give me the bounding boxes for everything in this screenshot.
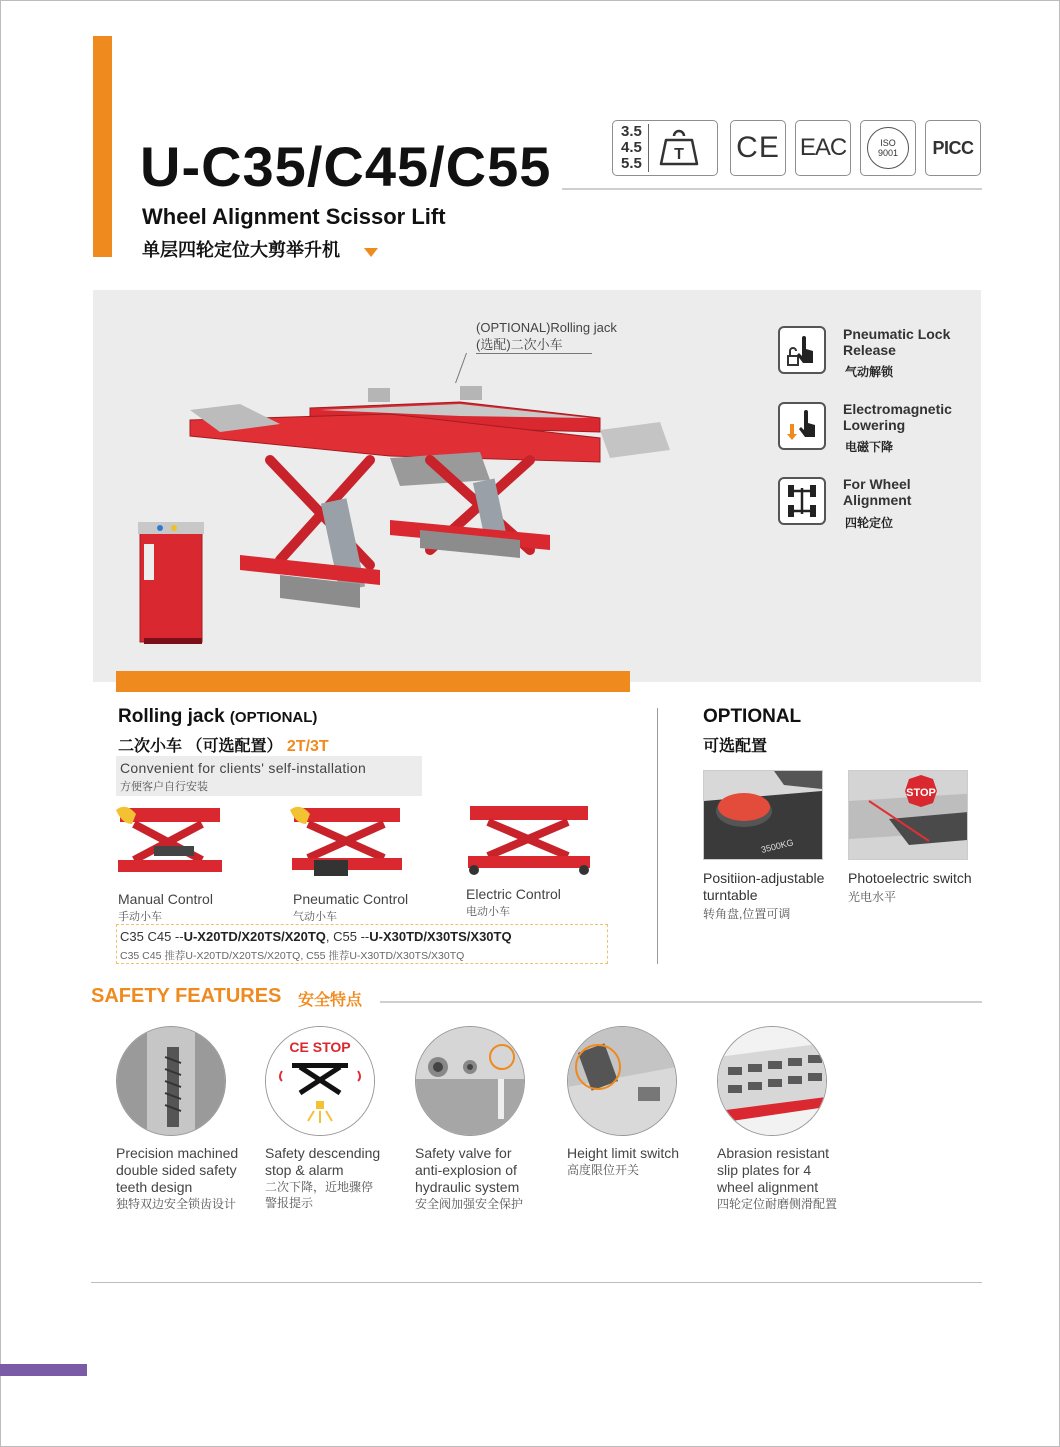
photoelectric-switch-image [848,770,968,860]
capacity-value: 5.5 [621,155,642,172]
iso-badge [860,120,916,176]
triangle-down-icon [364,248,378,257]
weight-icon [657,128,701,168]
rolling-jack-note-cn: 方便客户自行安装 [120,781,208,793]
control-label-cn: 气动小车 [293,911,337,923]
hero-accent-bar [116,671,630,692]
capacity-value: 3.5 [621,123,642,140]
rolling-jack-callout: (OPTIONAL)Rolling jack (选配)二次小车 [476,320,617,352]
control-label: Pneumatic Control [293,891,409,907]
electromagnetic-lowering-icon [778,402,826,450]
turntable-image [703,770,823,860]
ce-mark: CE [736,131,780,164]
model-recommendation-cn: C35 C45 推荐U-X20TD/X20TS/X20TQ, C55 推荐U-X30TD/X30TS/X30TQ [120,950,465,962]
electric-jack-image [464,800,594,878]
section-divider [657,708,658,964]
pneumatic-lock-icon [778,326,826,374]
eac-badge [795,120,851,176]
feature-label-cn: 气动解锁 [845,365,894,379]
control-label: Manual Control [118,891,213,907]
capacity-value: 4.5 [621,139,642,156]
safety-title: SAFETY FEATURES [91,985,282,1007]
safety-valve-image [415,1026,525,1136]
svg-text:T: T [673,146,684,163]
safety-item: Precision machined double sided safety teeth design 独特双边安全锁齿设计 [116,1145,239,1211]
model-recommendation: C35 C45 --U-X20TD/X20TS/X20TQ, C55 --U-X30TD/X30TS/X30TQ [120,929,512,944]
product-subtitle-cn: 单层四轮定位大剪举升机 [142,240,340,260]
feature-label: Electromagnetic Lowering [843,401,952,433]
safety-item: Height limit switch 高度限位开关 [567,1145,680,1177]
bottom-divider [91,1282,982,1283]
height-limit-switch-image [567,1026,677,1136]
feature-label-cn: 电磁下降 [845,440,894,454]
scissor-lift-image [130,380,680,650]
safety-divider [380,1001,982,1003]
rolling-jack-title: Rolling jack (OPTIONAL) [118,706,318,727]
page-corner-bar [0,1364,87,1376]
svg-text:3500KG: 3500KG [760,837,795,855]
capacity-badge [612,120,718,176]
rolling-jack-capacity: 2T/3T [286,738,329,755]
feature-label: Pneumatic Lock Release [843,326,951,358]
ce-badge [730,120,786,176]
feature-label-cn: 四轮定位 [845,516,894,530]
optional-title: OPTIONAL [703,706,802,727]
model-title: U-C35/C45/C55 [140,135,552,198]
slip-plates-image [717,1026,827,1136]
optional-item-label-cn: 转角盘,位置可调 [703,907,791,921]
svg-text:CE STOP: CE STOP [289,1039,351,1055]
header-accent-bar [93,36,112,257]
manual-jack-image [114,802,226,882]
callout-line [476,353,592,354]
control-label-cn: 电动小车 [466,906,510,918]
control-label-cn: 手动小车 [118,911,162,923]
wheel-alignment-icon [778,477,826,525]
eac-mark: EAC [799,134,847,161]
safety-ce-stop-image [265,1026,375,1136]
optional-item-label: Positiion-adjustable turntable [703,870,825,903]
optional-title-cn: 可选配置 [703,738,768,755]
safety-item: Safety descending stop & alarm 二次下降，近地骤停 警报提示 [265,1145,381,1210]
product-subtitle: Wheel Alignment Scissor Lift [142,204,446,229]
feature-label: For Wheel Alignment [843,476,912,508]
iso-icon: ISO 9001 [867,127,909,169]
optional-item-label: Photoelectric switch [848,870,972,886]
pneumatic-jack-image [288,802,406,882]
control-label: Electric Control [466,886,561,902]
rolling-jack-title-cn: 二次小车 （可选配置） 2T/3T [118,738,329,755]
safety-item: Safety valve for anti-explosion of hydraulic system 安全阀加强安全保护 [415,1145,524,1211]
svg-text:STOP: STOP [906,787,936,799]
optional-item-label-cn: 光电水平 [848,890,897,904]
picc-badge [925,120,981,176]
picc-mark: PICC [932,137,974,158]
rolling-jack-note: Convenient for clients' self-installation [120,760,367,776]
safety-title-cn: 安全特点 [298,992,363,1009]
safety-item: Abrasion resistant slip plates for 4 wheel alignment 四轮定位耐磨侧滑配置 [717,1145,838,1211]
header-divider [562,188,982,190]
safety-teeth-image [116,1026,226,1136]
